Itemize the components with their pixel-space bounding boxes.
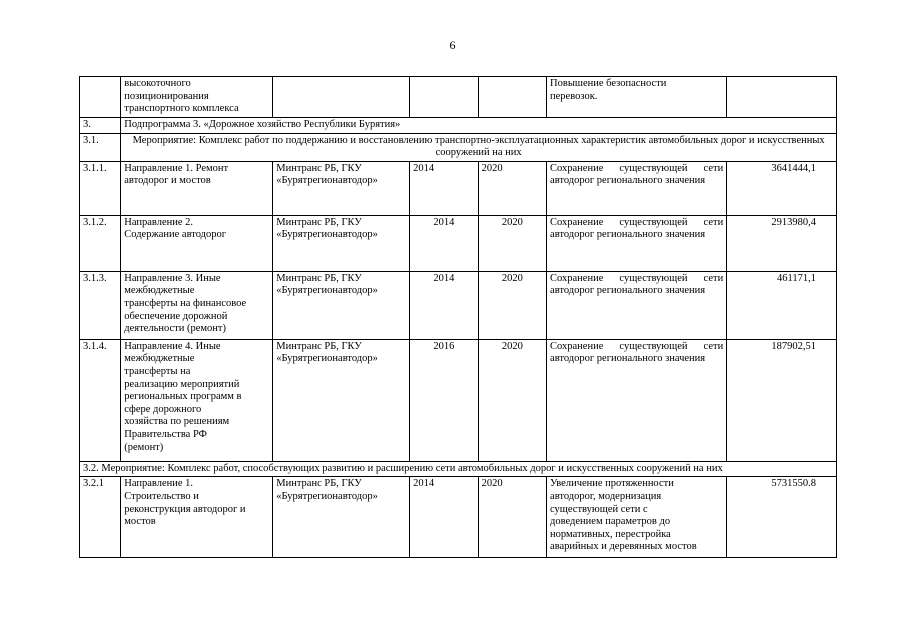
measure-num: 3.1. <box>80 133 121 161</box>
cell-end: 2020 <box>478 271 546 339</box>
cell-num: 3.1.3. <box>80 271 121 339</box>
table-row <box>80 271 837 339</box>
cell-end: 2020 <box>478 215 546 271</box>
cell-funding: 2913980,4 <box>727 215 837 271</box>
cell-executor: Минтранс РБ, ГКУ «Бурятрегионавтодор» <box>273 477 410 558</box>
cell-num: 3.1.2. <box>80 215 121 271</box>
table-row <box>80 477 837 558</box>
measure-title: 3.2. Мероприятие: Комплекс работ, способствующих развитию и расширению сети автомобильных дорог и искусственных сооружений на них <box>80 461 837 477</box>
cell-executor: Минтранс РБ, ГКУ «Бурятрегионавтодор» <box>273 161 410 215</box>
cell-name: Направление 2. Содержание автодорог <box>121 215 273 271</box>
cell-num: 3.1.4. <box>80 339 121 461</box>
cell-result: Сохранение существующей сети автодорог регионального значения <box>547 339 727 461</box>
measure-row <box>80 133 837 161</box>
cell-start: 2016 <box>410 339 478 461</box>
page-number: 6 <box>449 38 456 52</box>
cell-name: Направление 3. Иные межбюджетные трансферты на финансовое обеспечение дорожной деятельности (ремонт) <box>121 271 273 339</box>
program-table <box>79 76 837 558</box>
cell-result: Сохранение существующей сети автодорог регионального значения <box>547 271 727 339</box>
cell-funding: 461171,1 <box>727 271 837 339</box>
measure-row <box>80 461 837 477</box>
cell-end <box>478 77 546 118</box>
cell-name: Направление 1. Строительство и реконструкция автодорог и мостов <box>121 477 273 558</box>
cell-result: Увеличение протяженности автодорог, модернизация существующей сети с доведением параметров до нормативных, перестройка аварийных и деревянных мостов <box>547 477 727 558</box>
cell-executor <box>273 77 410 118</box>
measure-title: Мероприятие: Комплекс работ по поддержанию и восстановлению транспортно-эксплуатационных характеристик автомобильных дорог и искусственных сооружений на них <box>121 133 837 161</box>
cell-funding: 5731550.8 <box>727 477 837 558</box>
subprogram-row <box>80 118 837 134</box>
cell-end: 2020 <box>478 161 546 215</box>
cell-num <box>80 77 121 118</box>
cell-name: высокоточного позиционирования транспортного комплекса <box>121 77 273 118</box>
subprogram-num: 3. <box>80 118 121 134</box>
cell-funding <box>727 77 837 118</box>
cell-name: Направление 1. Ремонт автодорог и мостов <box>121 161 273 215</box>
cell-executor: Минтранс РБ, ГКУ «Бурятрегионавтодор» <box>273 271 410 339</box>
cell-funding: 3641444,1 <box>727 161 837 215</box>
cell-executor: Минтранс РБ, ГКУ «Бурятрегионавтодор» <box>273 215 410 271</box>
cell-start: 2014 <box>410 215 478 271</box>
cell-executor: Минтранс РБ, ГКУ «Бурятрегионавтодор» <box>273 339 410 461</box>
cell-start <box>410 77 478 118</box>
cell-result: Повышение безопасности перевозок. <box>547 77 727 118</box>
cell-end: 2020 <box>478 339 546 461</box>
cell-start: 2014 <box>410 477 478 558</box>
table-row <box>80 161 837 215</box>
table-row <box>80 77 837 118</box>
cell-name: Направление 4. Иные межбюджетные трансферты на реализацию мероприятий региональных программ в сфере дорожного хозяйства по решениям Правительства РФ (ремонт) <box>121 339 273 461</box>
cell-result: Сохранение существующей сети автодорог регионального значения <box>547 161 727 215</box>
cell-num: 3.1.1. <box>80 161 121 215</box>
cell-start: 2014 <box>410 161 478 215</box>
cell-funding: 187902,51 <box>727 339 837 461</box>
table-row <box>80 215 837 271</box>
cell-result: Сохранение существующей сети автодорог регионального значения <box>547 215 727 271</box>
cell-end: 2020 <box>478 477 546 558</box>
subprogram-title: Подпрограмма 3. «Дорожное хозяйство Республики Бурятия» <box>121 118 837 134</box>
cell-num: 3.2.1 <box>80 477 121 558</box>
table-row <box>80 339 837 461</box>
cell-start: 2014 <box>410 271 478 339</box>
